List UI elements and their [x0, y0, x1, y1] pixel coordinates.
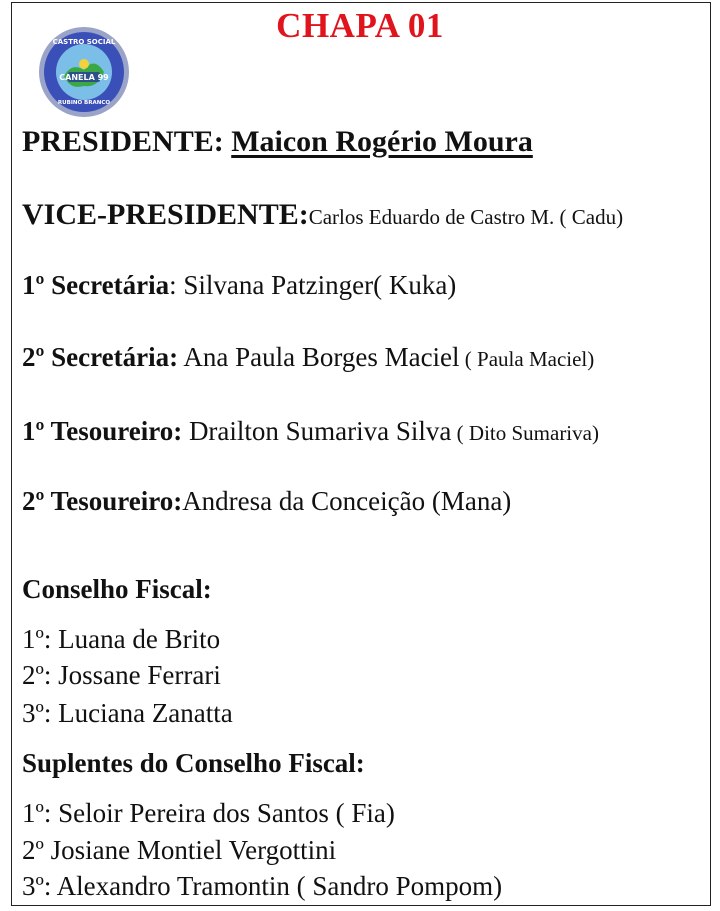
treasurer-1-nickname: ( Dito Sumariva): [451, 421, 599, 445]
fiscal-substitute-1: 1º: Seloir Pereira dos Santos ( Fia): [22, 798, 395, 828]
secretary-1-name: Silvana Patzinger( Kuka): [176, 270, 457, 300]
fiscal-council-member-2: 2º: Jossane Ferrari: [22, 660, 221, 690]
secretary-1-line: [22, 272, 456, 299]
treasurer-2-line: [22, 488, 511, 515]
page-title: CHAPA 01: [276, 6, 444, 45]
secretary-2-nickname: ( Paula Maciel): [459, 347, 595, 371]
treasurer-1-line: [22, 418, 599, 445]
treasurer-2-name: Andresa da Conceição (Mana): [182, 486, 512, 516]
fiscal-council-heading: Conselho Fiscal:: [22, 574, 212, 604]
secretary-1-label: 1º Secretária: [22, 270, 170, 300]
president-line: [22, 127, 533, 157]
secretary-2-name: Ana Paula Borges Maciel: [178, 342, 460, 372]
vice-president-line: [22, 200, 623, 230]
secretary-2-line: [22, 344, 594, 371]
president-label: PRESIDENTE:: [22, 125, 224, 158]
fiscal-substitute-2: 2º Josiane Montiel Vergottini: [22, 835, 337, 865]
vice-president-name: Carlos Eduardo de Castro M. ( Cadu): [308, 205, 624, 229]
treasurer-2-label: 2º Tesoureiro:: [22, 486, 183, 516]
vice-president-label: VICE-PRESIDENTE:: [22, 198, 309, 231]
svg-text:CASTRO SOCIAL: CASTRO SOCIAL: [52, 38, 116, 46]
svg-text:RUBINO BRANCO: RUBINO BRANCO: [57, 100, 111, 106]
treasurer-1-name: Drailton Sumariva Silva: [182, 416, 452, 446]
secretary-1-sep: :: [169, 270, 177, 300]
treasurer-1-label: 1º Tesoureiro:: [22, 416, 183, 446]
secretary-2-label: 2º Secretária:: [22, 342, 179, 372]
fiscal-council-member-1: 1º: Luana de Brito: [22, 624, 221, 654]
fiscal-council-member-3: 3º: Luciana Zanatta: [22, 698, 233, 728]
fiscal-substitute-3: 3º: Alexandro Tramontin ( Sandro Pompom): [22, 871, 503, 901]
fiscal-substitutes-heading: Suplentes do Conselho Fiscal:: [22, 748, 365, 778]
president-name: Maicon Rogério Moura: [231, 125, 533, 158]
svg-text:CANELA 99: CANELA 99: [59, 73, 109, 82]
